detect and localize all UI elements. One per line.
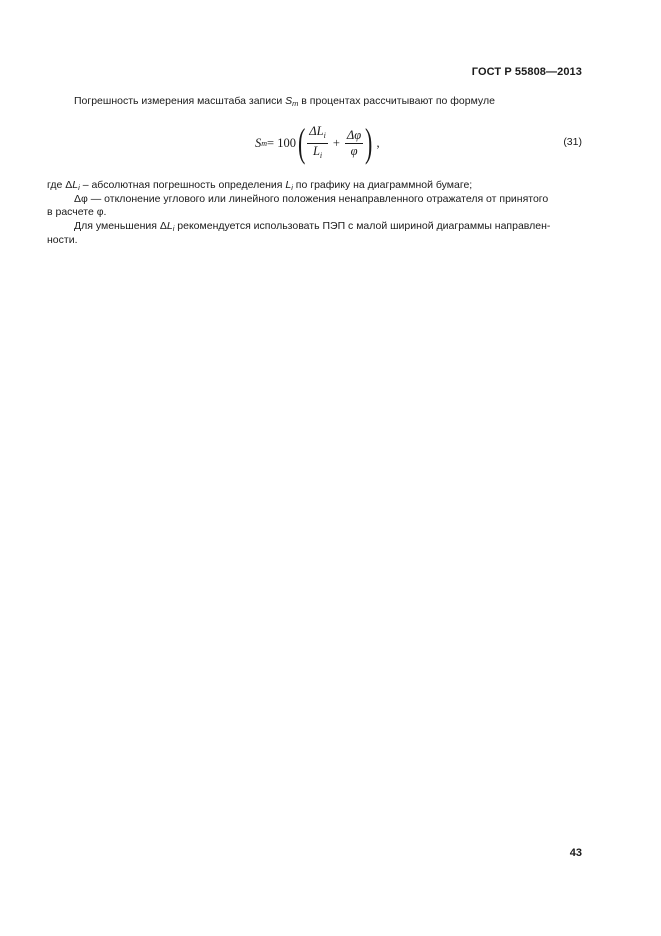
- formula-31: [255, 121, 380, 165]
- intro-paragraph: [74, 95, 495, 110]
- fraction-2-denominator: φ: [350, 143, 358, 158]
- document-code-header: ГОСТ Р 55808—2013: [471, 66, 582, 78]
- formula-right-paren: ): [365, 120, 373, 165]
- intro-symbol-subscript: m: [292, 99, 299, 108]
- note-line-1: Для уменьшения ΔLi рекомендуется использовать ПЭП с малой шириной диаграммы направлен-: [74, 220, 551, 233]
- fraction-1-denominator: $L_i$: [312, 143, 323, 160]
- equation-number: (31): [563, 136, 582, 148]
- formula-plus: +: [332, 135, 340, 150]
- definition-line-3: в расчете φ.: [47, 206, 107, 218]
- formula-lhs: S: [255, 135, 262, 150]
- note-line-2: ности.: [47, 234, 78, 246]
- fraction-1-numerator: $\Delta L_i$: [307, 124, 328, 144]
- definition-line-2: Δφ — отклонение углового или линейного положения ненаправленного отражателя от принятого: [74, 193, 549, 205]
- formula-equals-coefficient: = 100: [267, 135, 296, 150]
- page-number: 43: [569, 847, 582, 859]
- intro-text-before: Погрешность измерения масштаба записи: [74, 95, 286, 107]
- fraction-2-numerator: Δφ: [346, 127, 362, 142]
- formula-left-paren: (: [297, 120, 306, 165]
- formula-fraction-1: [307, 124, 328, 163]
- intro-text-after: в процентах рассчитывают по формуле: [298, 95, 495, 107]
- formula-lhs-subscript: m: [261, 138, 268, 148]
- definition-line-1: где ΔLi – абсолютная погрешность определения Li по графику на диаграммной бумаге;: [47, 179, 473, 192]
- formula-comma: ,: [376, 135, 380, 150]
- formula-fraction-2: [345, 128, 363, 159]
- intro-symbol: S: [285, 95, 293, 107]
